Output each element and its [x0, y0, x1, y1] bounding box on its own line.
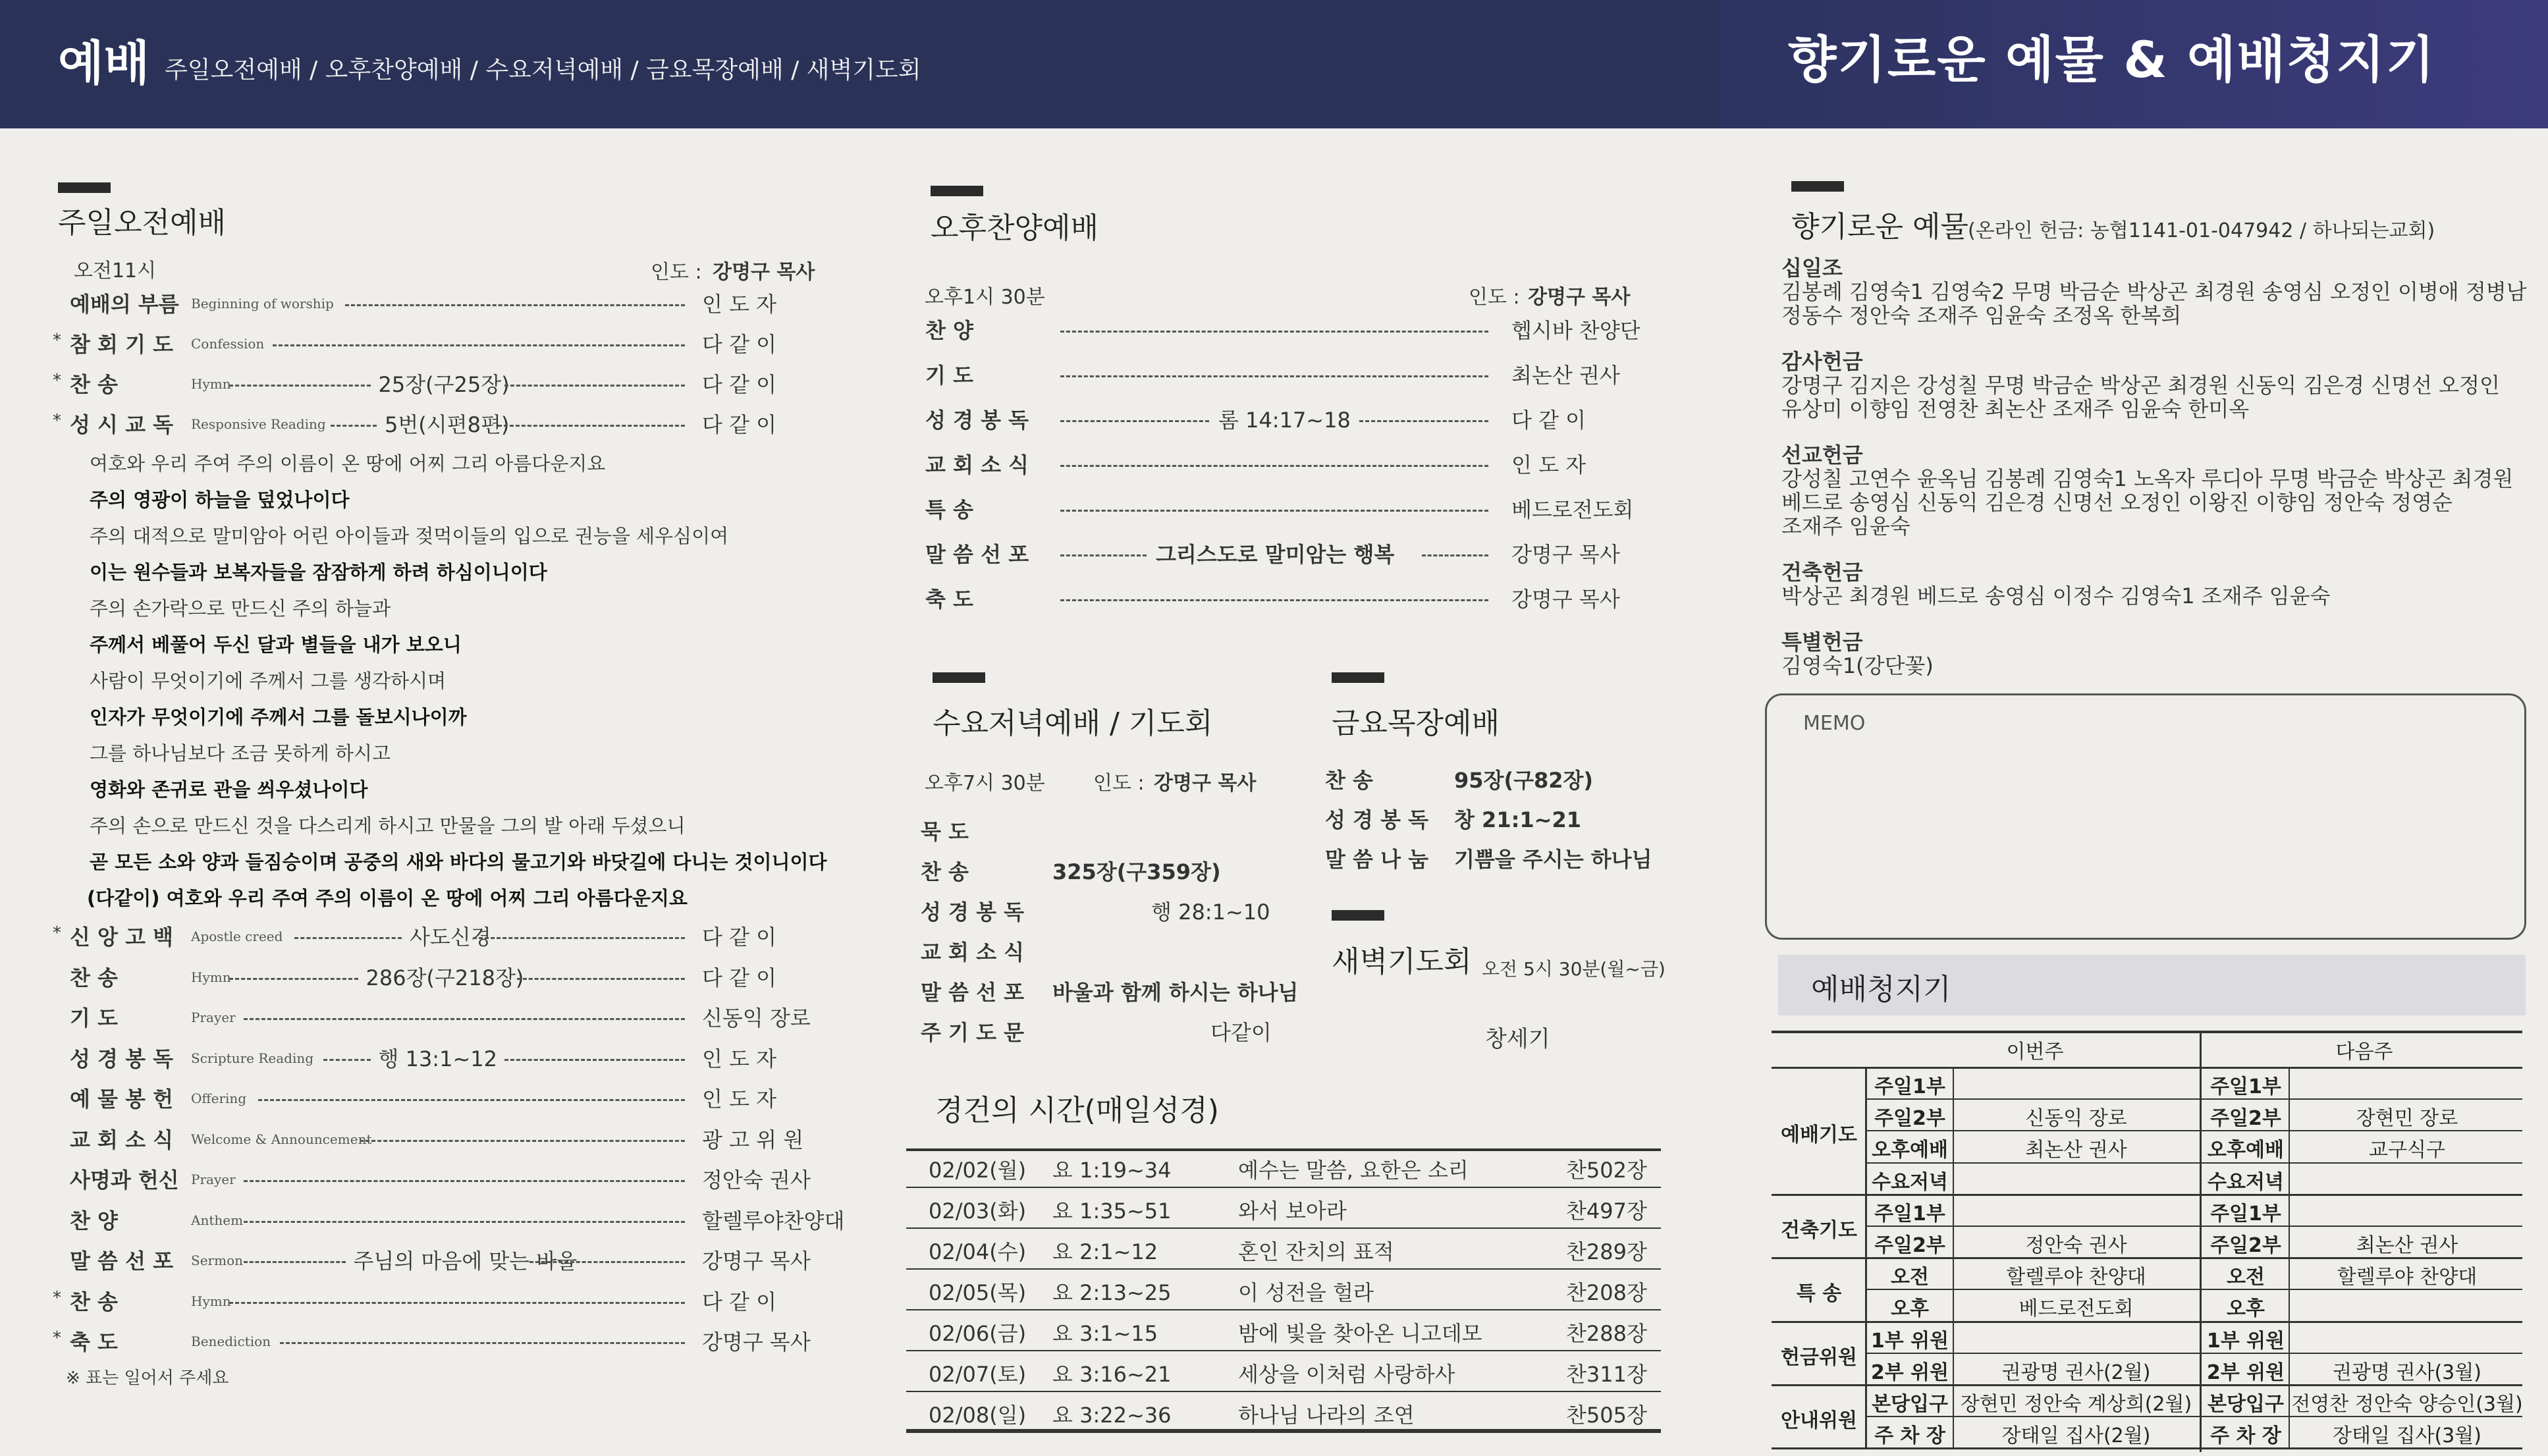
order-item-name: 말 씀 선 포: [925, 542, 1029, 567]
steward-name: 베드로전도회: [2019, 1297, 2134, 1321]
order-item-english: Beginning of worship: [191, 296, 334, 311]
order-item-english: Sermon: [191, 1253, 243, 1268]
steward-name: 장현민 정안숙 계상희(2월): [1960, 1393, 2192, 1416]
dashed-leader: [229, 978, 358, 980]
steward-slot: 2부 위원: [2206, 1361, 2285, 1384]
order-item-name: 축 도: [70, 1330, 118, 1355]
devotion-topic: 와서 보아라: [1238, 1199, 1347, 1224]
devotion-title: 경건의 시간(매일성경): [935, 1094, 1219, 1127]
order-item-english: Hymn: [191, 969, 231, 985]
order-item-english: Hymn: [191, 376, 231, 392]
dashed-leader: [504, 385, 686, 387]
responsive-line: 주의 대적으로 말미암아 어린 아이들과 젖먹이들의 입으로 권능을 세우심이여: [90, 525, 729, 547]
responsive-line: 주의 손으로 만드신 것을 다스리게 하시고 만물을 그의 발 아래 두셨으니: [90, 815, 686, 837]
steward-name: 전영찬 정안숙 양승인(3월): [2291, 1393, 2523, 1416]
steward-group-label: 안내위원: [1781, 1409, 1857, 1433]
afternoon-leader: 강명구 목사: [1528, 286, 1631, 309]
friday-title: 금요목장예배: [1332, 707, 1500, 740]
required-standing-mark: *: [53, 923, 61, 943]
memo-label: MEMO: [1803, 712, 1866, 735]
header-bar: [0, 0, 2548, 128]
dashed-leader: [244, 1261, 346, 1263]
order-item-detail: 롬 14:17~18: [1218, 408, 1351, 433]
steward-name: 신동익 장로: [2025, 1107, 2127, 1131]
devotion-topic: 하나님 나라의 조연: [1238, 1403, 1415, 1428]
order-item-leader: 최논산 권사: [1511, 363, 1620, 388]
dashed-leader: [1060, 465, 1488, 467]
responsive-line: 주께서 베풀어 두신 달과 별들을 내가 보오니: [90, 634, 462, 656]
table-rule: [1772, 1384, 2522, 1386]
table-divider: [1953, 1067, 1954, 1447]
order-item-name: 참 회 기 도: [70, 332, 174, 357]
steward-slot: 주일1부: [1874, 1202, 1945, 1226]
dashed-leader: [345, 304, 685, 306]
order-item-leader: 다 같 이: [702, 412, 777, 437]
offering-names: 김봉례 김영숙1 김영숙2 무명 박금순 박상곤 최경원 송영심 오정인 이병애 정병남: [1781, 279, 2527, 304]
col-next-week: 다음주: [2335, 1040, 2393, 1064]
order-item-name: 말 씀 나 눔: [1325, 847, 1429, 872]
devotion-hymn: 찬289장: [1566, 1239, 1647, 1264]
wednesday-leader: 강명구 목사: [1154, 772, 1257, 795]
steward-name: 장현민 장로: [2356, 1107, 2458, 1131]
offering-group-name: 특별헌금: [1781, 630, 1863, 655]
responsive-line: 곧 모든 소와 양과 들짐승이며 공중의 새와 바다의 물고기와 바닷길에 다니는 것이니이다: [90, 851, 827, 873]
steward-slot: 오전: [1891, 1266, 1929, 1289]
steward-slot: 1부 위원: [1870, 1329, 1949, 1353]
order-item-english: Scripture Reading: [191, 1050, 314, 1066]
dashed-leader: [1060, 599, 1488, 601]
dashed-leader: [331, 425, 377, 427]
order-item-name: 성 시 교 독: [70, 412, 174, 437]
header-title: 예배: [58, 36, 150, 91]
table-rule: [906, 1148, 1661, 1151]
steward-name: 최논산 권사: [2356, 1234, 2458, 1257]
table-rule: [906, 1187, 1661, 1188]
order-item-name: 교 회 소 식: [921, 940, 1025, 965]
devotion-passage: 요 3:16~21: [1052, 1362, 1172, 1387]
order-item-name: 예배의 부름: [70, 292, 179, 317]
order-item-english: Prayer: [191, 1172, 236, 1187]
header-right-title: 향기로운 예물 & 예배청지기: [1788, 30, 2436, 89]
order-item-name: 신 앙 고 백: [70, 925, 174, 950]
steward-slot: 오후예배: [2208, 1139, 2284, 1162]
steward-name: 장태일 집사(2월): [2001, 1424, 2151, 1448]
devotion-topic: 이 성전을 헐라: [1238, 1280, 1374, 1305]
steward-name: 권광명 권사(2월): [2001, 1361, 2151, 1384]
table-rule: [906, 1268, 1661, 1270]
required-standing-mark: *: [53, 411, 61, 431]
table-rule: [1772, 1067, 2522, 1069]
order-item-detail: 5번(시편8편): [385, 412, 510, 437]
devotion-date: 02/02(월): [929, 1158, 1027, 1183]
order-item-name: 기 도: [70, 1006, 118, 1031]
order-item-detail: 95장(구82장): [1454, 768, 1594, 793]
order-item-leader: 강명구 목사: [1511, 587, 1620, 612]
order-item-detail: 그리스도로 말미암는 행복: [1156, 542, 1395, 567]
steward-slot: 주일2부: [2210, 1234, 2281, 1257]
steward-slot: 주일1부: [2210, 1075, 2281, 1098]
order-item-name: 교 회 소 식: [70, 1127, 174, 1152]
order-item-name: 사명과 헌신: [70, 1168, 179, 1193]
afternoon-title: 오후찬양예배: [931, 211, 1099, 245]
table-rule: [1867, 1416, 2522, 1417]
devotion-passage: 요 2:13~25: [1052, 1280, 1172, 1305]
dashed-leader: [529, 1261, 686, 1263]
steward-group-label: 헌금위원: [1781, 1345, 1857, 1369]
order-item-detail: 286장(구218장): [366, 965, 524, 990]
order-item-name: 묵 도: [921, 819, 969, 844]
offering-names: 정동수 정안숙 조재주 임윤숙 조정옥 한복희: [1781, 303, 2182, 328]
standing-note: ※ 표는 일어서 주세요: [66, 1368, 229, 1388]
wednesday-leader-label: 인도 :: [1093, 772, 1145, 795]
order-item-name: 예 물 봉 헌: [70, 1087, 174, 1112]
afternoon-time: 오후1시 30분: [925, 286, 1045, 309]
responsive-line: 여호와 우리 주여 주의 이름이 온 땅에 어찌 그리 아름다운지요: [90, 452, 606, 475]
dashed-leader: [1359, 420, 1488, 422]
dashed-leader: [517, 978, 686, 980]
responsive-line: 주의 손가락으로 만드신 주의 하늘과: [90, 597, 391, 620]
steward-slot: 주일2부: [1874, 1234, 1945, 1257]
order-item-name: 말 씀 선 포: [921, 980, 1025, 1005]
offering-names: 강성칠 고연수 윤옥님 김봉례 김영숙1 노옥자 루디아 무명 박금순 박상곤 최경원: [1781, 466, 2514, 491]
dashed-leader: [1422, 554, 1488, 556]
steward-slot: 주일1부: [2210, 1202, 2281, 1226]
responsive-line: 영화와 존귀로 관을 씌우셨나이다: [90, 778, 368, 801]
order-item-name: 찬 양: [925, 318, 973, 343]
order-item-english: Welcome & Announcement: [191, 1131, 372, 1147]
table-rule: [1867, 1098, 2522, 1100]
dashed-leader: [229, 1302, 685, 1304]
dashed-leader: [1060, 331, 1488, 333]
section-bar: [1332, 672, 1384, 683]
devotion-date: 02/04(수): [929, 1239, 1027, 1264]
table-rule: [1772, 1321, 2522, 1323]
order-item-leader: 다 같 이: [1511, 408, 1586, 433]
order-item-leader: 인 도 자: [702, 1087, 777, 1112]
dawn-book: 창세기: [1485, 1026, 1550, 1052]
order-item-english: Responsive Reading: [191, 416, 326, 432]
order-item-name: 찬 송: [70, 372, 118, 397]
order-item-name: 성 경 봉 독: [1325, 807, 1429, 832]
order-item-leader: 헵시바 찬양단: [1511, 318, 1640, 343]
order-item-detail: 25장(구25장): [378, 372, 510, 397]
devotion-date: 02/05(목): [929, 1280, 1027, 1305]
steward-name: 권광명 권사(3월): [2333, 1361, 2481, 1384]
steward-group-label: 예배기도: [1781, 1123, 1857, 1147]
order-item-leader: 강명구 목사: [702, 1330, 811, 1355]
devotion-topic: 혼인 잔치의 표적: [1238, 1239, 1394, 1264]
order-item-detail: 주님의 마음에 맞는 바울: [353, 1249, 578, 1274]
dawn-title: 새벽기도회: [1332, 945, 1472, 979]
order-item-name: 찬 양: [70, 1208, 118, 1233]
table-rule: [1772, 1194, 2522, 1196]
steward-slot: 주 차 장: [1874, 1424, 1945, 1448]
offering-group-name: 십일조: [1781, 256, 1843, 281]
order-item-english: Offering: [191, 1091, 247, 1106]
steward-slot: 본당입구: [1872, 1393, 1948, 1416]
offering-group-name: 선교헌금: [1781, 443, 1863, 468]
required-standing-mark: *: [53, 1328, 61, 1348]
responsive-line: 사람이 무엇이기에 주께서 그를 생각하시며: [90, 670, 447, 692]
dashed-leader: [1060, 554, 1147, 556]
steward-slot: 수요저녁: [2208, 1170, 2284, 1194]
order-item-leader: 다 같 이: [702, 332, 777, 357]
order-item-detail: 다같이: [1210, 1020, 1272, 1045]
steward-name: 최논산 권사: [2025, 1139, 2127, 1162]
steward-slot: 오후: [1891, 1297, 1929, 1321]
table-rule: [906, 1309, 1661, 1310]
offering-names: 유상미 이향임 전영찬 최논산 조재주 임윤숙 한미옥: [1781, 396, 2250, 421]
table-rule: [1772, 1257, 2522, 1259]
steward-slot: 본당입구: [2208, 1393, 2284, 1416]
required-standing-mark: *: [53, 331, 61, 350]
order-item-detail: 325장(구359장): [1052, 859, 1221, 884]
offering-title: 향기로운 예물: [1791, 210, 1969, 244]
responsive-line: 주의 영광이 하늘을 덮었나이다: [90, 489, 350, 511]
steward-slot: 주일1부: [1874, 1075, 1945, 1098]
devotion-hymn: 찬311장: [1566, 1362, 1647, 1387]
steward-slot: 주 차 장: [2210, 1424, 2281, 1448]
order-item-leader: 신동익 장로: [702, 1006, 811, 1031]
order-item-detail: 기쁨을 주시는 하나님: [1454, 847, 1652, 872]
responsive-line: 그를 하나님보다 조금 못하게 하시고: [90, 742, 391, 765]
section-bar: [933, 672, 985, 683]
devotion-passage: 요 1:35~51: [1052, 1199, 1172, 1224]
dashed-leader: [498, 425, 685, 427]
table-rule: [1867, 1226, 2522, 1227]
devotion-date: 02/08(일): [929, 1403, 1027, 1428]
order-item-detail: 사도신경: [410, 925, 491, 950]
dashed-leader: [244, 1221, 685, 1223]
table-rule: [1867, 1289, 2522, 1290]
devotion-topic: 밤에 빛을 찾아온 니고데모: [1238, 1321, 1482, 1346]
sunday-time: 오전11시: [74, 259, 157, 283]
col-this-week: 이번주: [2006, 1040, 2064, 1064]
offering-account: (온라인 헌금: 농협1141-01-047942 / 하나되는교회): [1968, 219, 2435, 242]
wednesday-time: 오후7시 30분: [925, 772, 1045, 795]
devotion-hymn: 찬502장: [1566, 1158, 1647, 1183]
order-item-name: 교 회 소 식: [925, 452, 1029, 477]
order-item-english: Prayer: [191, 1010, 236, 1025]
header-subtitle: 주일오전예배 / 오후찬양예배 / 수요저녁예배 / 금요목장예배 / 새벽기도회: [165, 57, 921, 84]
order-item-name: 기 도: [925, 363, 973, 388]
devotion-topic: 예수는 말씀, 요한은 소리: [1238, 1158, 1469, 1183]
devotion-passage: 요 3:1~15: [1052, 1321, 1158, 1346]
steward-slot: 오후: [2227, 1297, 2265, 1321]
order-item-name: 말 씀 선 포: [70, 1249, 174, 1274]
steward-slot: 오후예배: [1872, 1139, 1948, 1162]
offering-names: 강명구 김지은 강성칠 무명 박금순 박상곤 최경원 신동익 김은경 신명선 오정인: [1781, 373, 2500, 398]
memo-box[interactable]: [1765, 693, 2526, 940]
devotion-date: 02/06(금): [929, 1321, 1027, 1346]
table-rule: [1772, 1447, 2522, 1449]
order-item-english: Confession: [191, 336, 265, 352]
steward-slot: 1부 위원: [2206, 1329, 2285, 1353]
steward-group-label: 건축기도: [1781, 1219, 1857, 1242]
table-rule: [906, 1429, 1661, 1432]
order-item-name: 성 경 봉 독: [921, 900, 1025, 925]
order-item-leader: 강명구 목사: [702, 1249, 811, 1274]
order-item-name: 찬 송: [70, 1289, 118, 1314]
order-item-name: 찬 송: [70, 965, 118, 990]
devotion-passage: 요 3:22~36: [1052, 1403, 1172, 1428]
section-bar: [931, 186, 983, 196]
devotion-hymn: 찬497장: [1566, 1199, 1647, 1224]
steward-slot: 주일2부: [1874, 1107, 1945, 1131]
order-item-english: Benediction: [191, 1334, 271, 1349]
dashed-leader: [258, 1099, 685, 1101]
dashed-leader: [1060, 420, 1209, 422]
required-standing-mark: *: [53, 371, 61, 391]
table-rule: [906, 1391, 1661, 1392]
dashed-leader: [1060, 510, 1488, 512]
order-item-leader: 다 같 이: [702, 965, 777, 990]
steward-group-label: 특 송: [1796, 1282, 1842, 1306]
afternoon-leader-label: 인도 :: [1469, 286, 1520, 309]
offering-names: 조재주 임윤숙: [1781, 514, 1911, 539]
order-item-leader: 정안숙 권사: [702, 1168, 811, 1193]
order-item-leader: 베드로전도회: [1511, 497, 1634, 522]
order-item-name: 주 기 도 문: [921, 1020, 1025, 1045]
dawn-time: 오전 5시 30분(월~금): [1482, 958, 1666, 980]
order-item-english: Hymn: [191, 1293, 231, 1309]
dashed-leader: [244, 1018, 685, 1020]
dashed-leader: [294, 937, 402, 939]
offering-group-name: 감사헌금: [1781, 349, 1863, 374]
order-item-leader: 광 고 위 원: [702, 1127, 804, 1152]
order-item-leader: 다 같 이: [702, 1289, 777, 1314]
order-item-leader: 인 도 자: [1511, 452, 1586, 477]
offering-group-name: 건축헌금: [1781, 560, 1863, 585]
steward-slot: 주일2부: [2210, 1107, 2281, 1131]
order-item-detail: 바울과 함께 하시는 하나님: [1052, 980, 1299, 1005]
sunday-leader: 강명구 목사: [713, 261, 815, 284]
devotion-passage: 요 1:19~34: [1052, 1158, 1172, 1183]
dashed-leader: [1060, 375, 1488, 377]
steward-name: 할렐루야 찬양대: [2337, 1266, 2478, 1289]
table-rule: [906, 1432, 1661, 1433]
dashed-leader: [323, 1059, 371, 1061]
order-item-detail: 행 28:1~10: [1151, 900, 1270, 925]
devotion-passage: 요 2:1~12: [1052, 1239, 1158, 1264]
dashed-leader: [280, 1342, 685, 1344]
order-item-name: 성 경 봉 독: [70, 1046, 174, 1071]
section-bar: [58, 182, 111, 193]
order-item-leader: 할렐루야찬양대: [702, 1208, 845, 1233]
offering-names: 김영숙1(강단꽃): [1781, 653, 1934, 678]
required-standing-mark: *: [53, 1287, 61, 1308]
steward-slot: 2부 위원: [1870, 1361, 1949, 1384]
devotion-hymn: 찬288장: [1566, 1321, 1647, 1346]
table-rule: [1867, 1162, 2522, 1164]
table-rule: [1867, 1353, 2522, 1354]
responsive-line: 이는 원수들과 보복자들을 잠잠하게 하려 하심이니이다: [90, 561, 547, 583]
offering-names: 베드로 송영심 신동익 김은경 신명선 오정인 이왕진 이향임 정안숙 정영순: [1781, 490, 2453, 515]
table-rule: [1772, 1031, 2522, 1033]
order-item-leader: 다 같 이: [702, 925, 777, 950]
order-item-detail: 행 13:1~12: [378, 1046, 497, 1071]
dashed-leader: [360, 1140, 685, 1142]
steward-name: 교구식구: [2369, 1139, 2445, 1162]
order-item-leader: 다 같 이: [702, 372, 777, 397]
order-item-leader: 인 도 자: [702, 1046, 777, 1071]
table-rule: [906, 1350, 1661, 1351]
section-bar: [1332, 910, 1384, 921]
section-bar: [1791, 181, 1844, 192]
order-item-name: 축 도: [925, 587, 973, 612]
offering-names: 박상곤 최경원 베드로 송영심 이정수 김영숙1 조재주 임윤숙: [1781, 583, 2331, 608]
devotion-date: 02/07(토): [929, 1362, 1027, 1387]
dashed-leader: [504, 1059, 686, 1061]
steward-name: 정안숙 권사: [2025, 1234, 2127, 1257]
devotion-topic: 세상을 이처럼 사랑하사: [1238, 1362, 1455, 1387]
order-item-name: 찬 송: [1325, 768, 1373, 793]
dashed-leader: [473, 937, 685, 939]
order-item-leader: 인 도 자: [702, 292, 777, 317]
steward-name: 장태일 집사(3월): [2333, 1424, 2481, 1448]
devotion-hymn: 찬505장: [1566, 1403, 1647, 1428]
table-divider: [1865, 1067, 1867, 1447]
order-item-detail: 창 21:1~21: [1454, 807, 1581, 832]
stewards-title: 예배청지기: [1811, 973, 1951, 1006]
devotion-date: 02/03(화): [929, 1199, 1027, 1224]
steward-name: 할렐루야 찬양대: [2006, 1266, 2146, 1289]
table-rule: [906, 1227, 1661, 1229]
dashed-leader: [244, 1180, 685, 1182]
order-item-name: 특 송: [925, 497, 973, 522]
table-rule: [1867, 1130, 2522, 1131]
order-item-english: Apostle creed: [191, 929, 283, 944]
steward-slot: 수요저녁: [1872, 1170, 1948, 1194]
dashed-leader: [229, 385, 371, 387]
responsive-line: (다같이) 여호와 우리 주여 주의 이름이 온 땅에 어찌 그리 아름다운지요: [87, 887, 688, 909]
dashed-leader: [273, 344, 685, 346]
table-divider: [2289, 1067, 2290, 1447]
sunday-title: 주일오전예배: [58, 206, 227, 240]
devotion-hymn: 찬208장: [1566, 1280, 1647, 1305]
wednesday-title: 수요저녁예배 / 기도회: [933, 707, 1213, 740]
order-item-leader: 강명구 목사: [1511, 542, 1620, 567]
sunday-leader-label: 인도 :: [651, 261, 702, 284]
responsive-line: 인자가 무엇이기에 주께서 그를 돌보시나이까: [90, 706, 467, 728]
order-item-name: 성 경 봉 독: [925, 408, 1029, 433]
table-divider: [2200, 1031, 2202, 1452]
order-item-name: 찬 송: [921, 859, 969, 884]
order-item-english: Anthem: [191, 1212, 244, 1228]
steward-slot: 오전: [2227, 1266, 2265, 1289]
